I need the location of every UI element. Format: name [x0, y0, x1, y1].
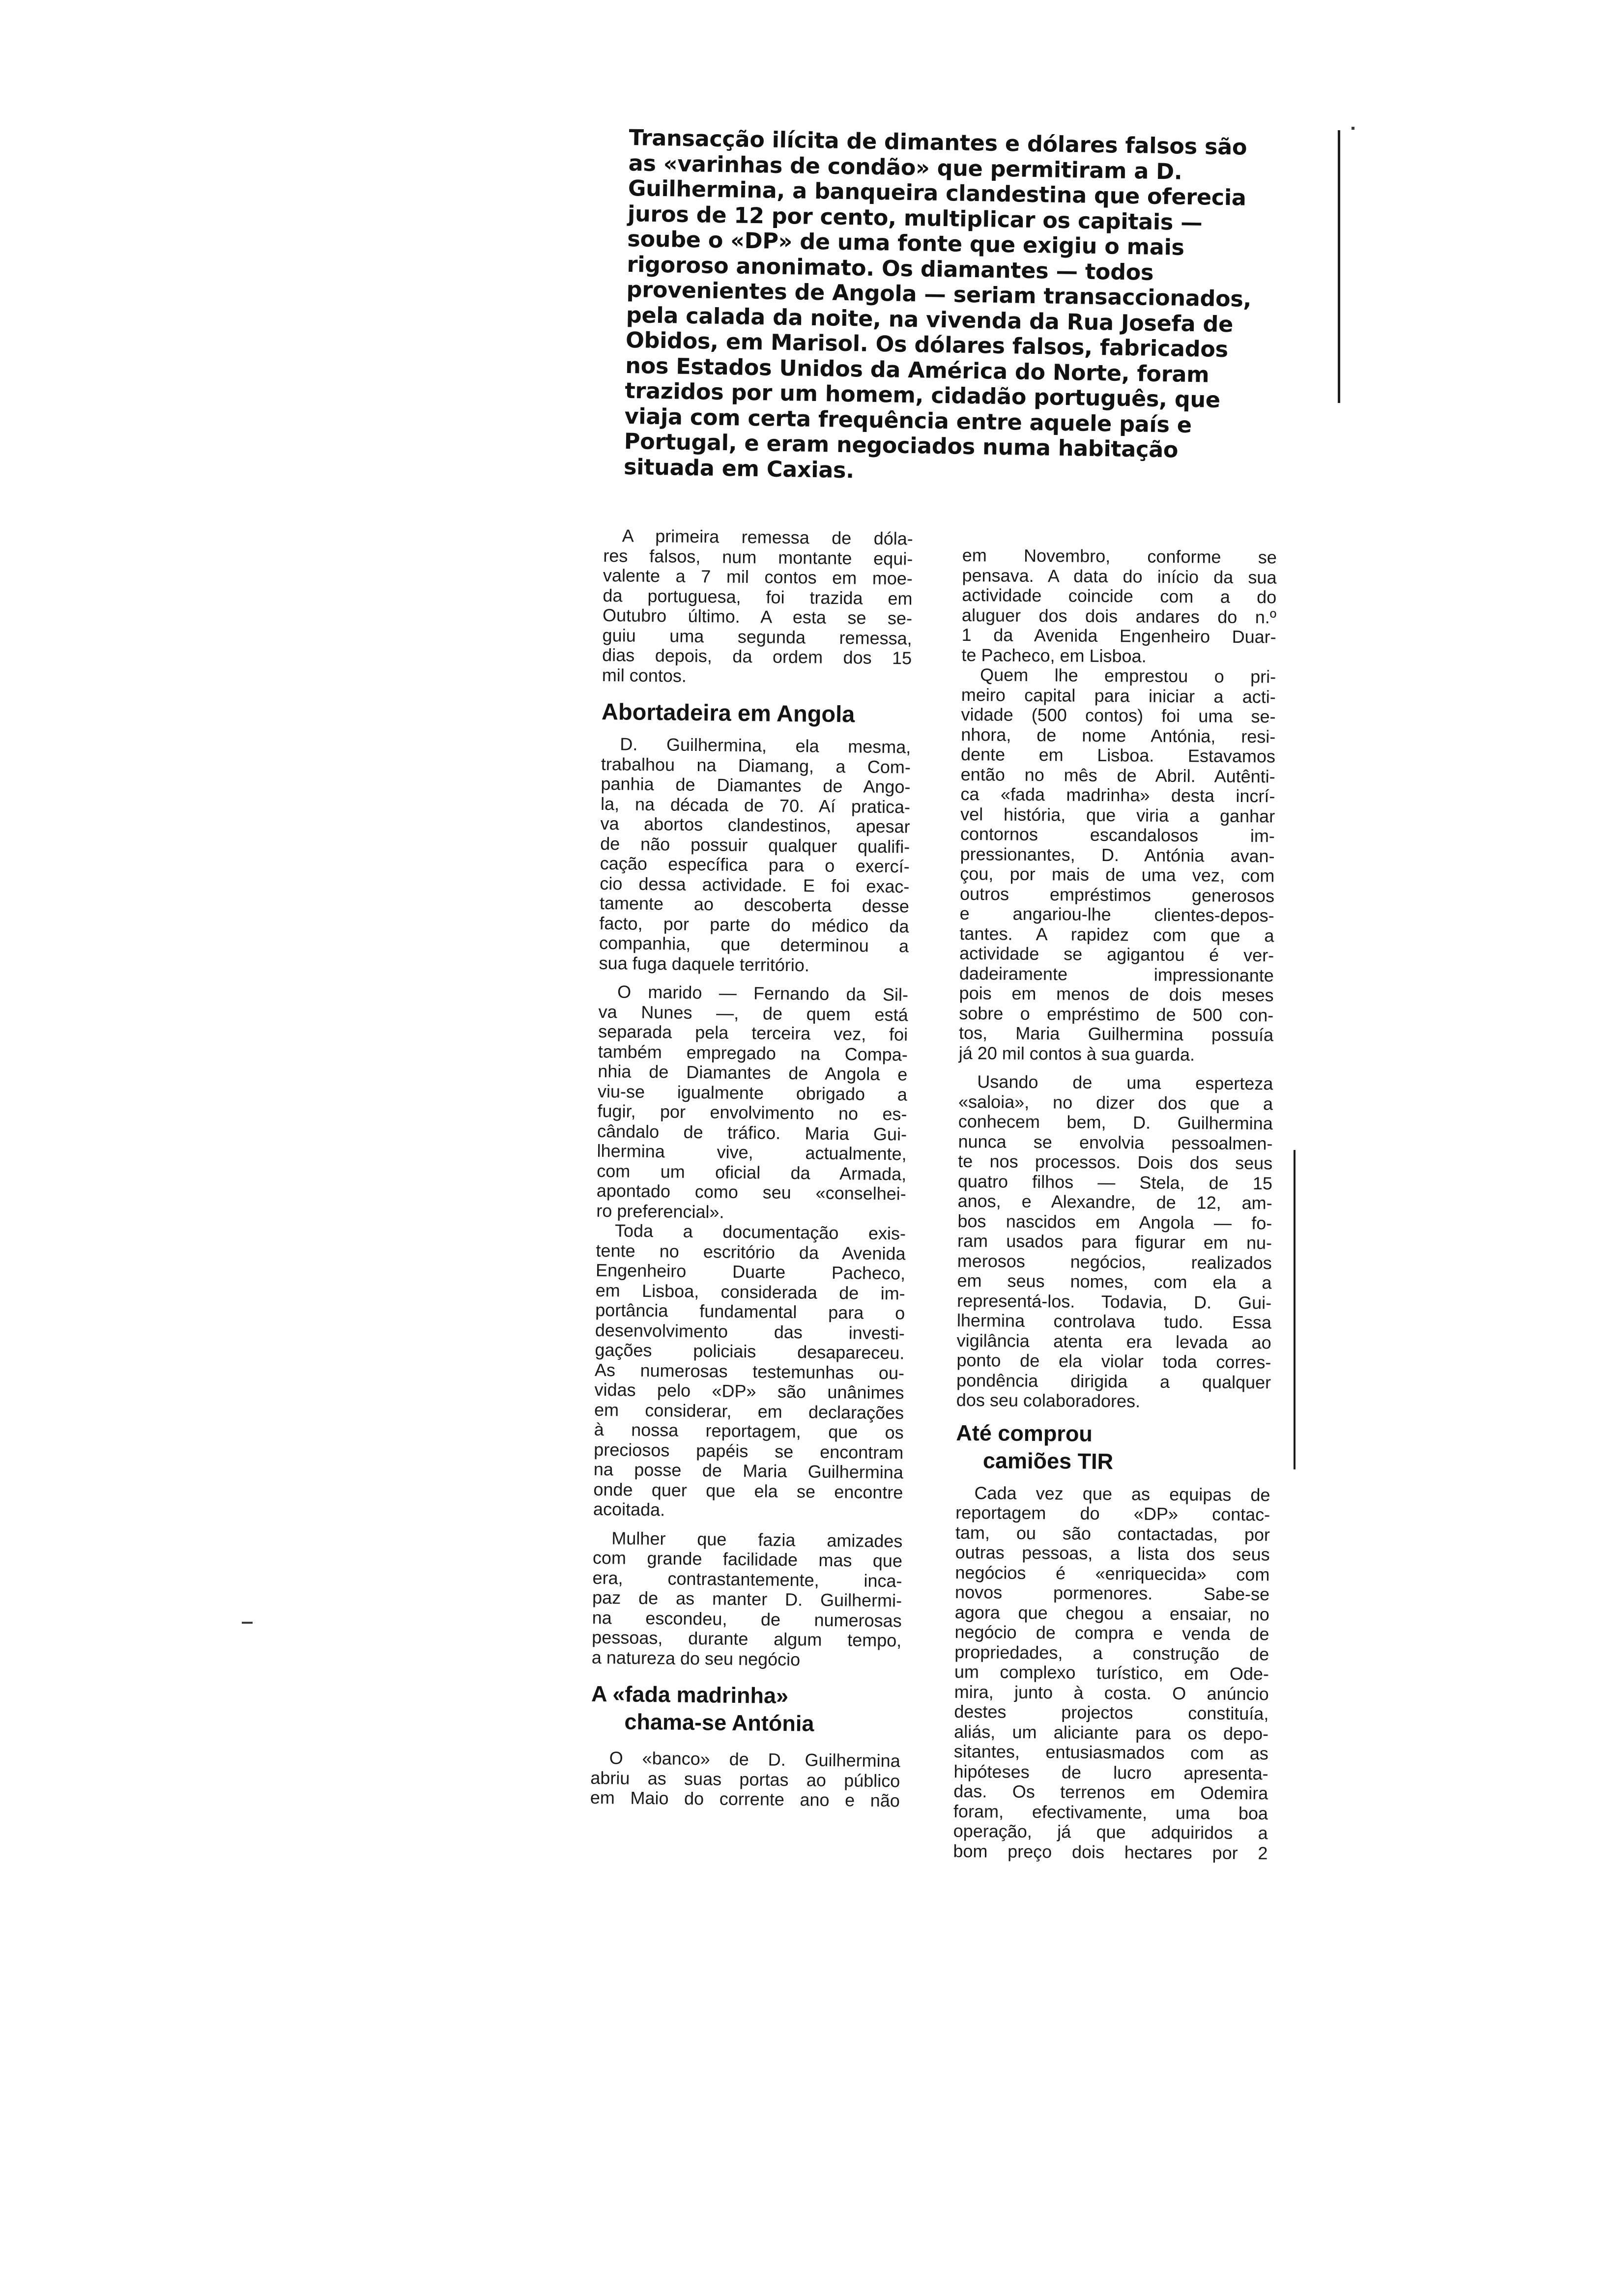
text-line: portância fundamental para o [595, 1299, 905, 1323]
text-line: cio dessa actividade. E foi exac- [600, 873, 910, 897]
text-line: tente no escritório da Avenida [596, 1240, 906, 1264]
subheading-camioes-1: Até comprou [956, 1420, 1093, 1446]
text-line: pressionantes, D. Antónia avan- [960, 843, 1275, 866]
text-line: facto, por parte do médico da [599, 913, 909, 937]
text-line: guiu uma segunda remessa, [602, 625, 912, 649]
text-line: em considerar, em declarações [594, 1399, 904, 1423]
text-line: pessoas, durante algum tempo, [592, 1627, 902, 1651]
text-line: também empregado na Compa- [598, 1041, 908, 1065]
text-line: ram usados para figurar em nu- [957, 1230, 1272, 1253]
text-line: apontado como seu «conselhei- [596, 1180, 907, 1204]
text-line: Toda a documentação exis- [614, 1220, 906, 1244]
paragraph [956, 1072, 1273, 1412]
text-line: tamente ao descoberta desse [599, 892, 910, 917]
text-line: com grande facilidade mas que [592, 1547, 903, 1571]
text-line: na posse de Maria Guilhermina [593, 1459, 904, 1483]
text-line: desenvolvimento das investi- [595, 1320, 905, 1344]
text-line: actividade coincide com a do [962, 584, 1277, 607]
subheading-abortadeira: Abortadeira em Angola [601, 698, 855, 727]
text-line: va abortos clandestinos, apesar [600, 813, 910, 837]
lede-line: pela calada da noite, na vivenda da Rua Josefa de [626, 302, 1234, 337]
text-line: nhia de Diamantes de Angola e [598, 1061, 908, 1085]
text-line: O marido — Fernando da Sil- [617, 981, 909, 1005]
text-line: pondência dirigida a qualquer [956, 1370, 1271, 1392]
text-line: dias depois, da ordem dos 15 [602, 644, 912, 668]
text-line: Quem lhe emprestou o pri- [980, 664, 1276, 687]
text-line: com um oficial da Armada, [597, 1160, 907, 1184]
text-line: outras pessoas, a lista dos seus [955, 1542, 1270, 1565]
text-line: vidas pelo «DP» são unânimes [594, 1379, 904, 1403]
text-line: bom preço dois hectares por 2 [953, 1840, 1268, 1863]
text-line: ro preferencial». [596, 1200, 724, 1222]
text-line: separada pela terceira vez, foi [598, 1021, 908, 1045]
text-line: tantes. A rapidez com que a [959, 923, 1274, 946]
text-line: As numerosas testemunhas ou- [594, 1359, 905, 1383]
text-line: abriu as suas portas ao público [590, 1767, 900, 1791]
paragraph [593, 1221, 906, 1522]
subheading-fada-madrinha-2: chama-se Antónia [624, 1709, 814, 1736]
subheading-fada-madrinha-1: A «fada madrinha» [591, 1681, 789, 1709]
left-column [590, 526, 913, 1811]
text-line: pois em menos de dois meses [959, 982, 1274, 1005]
text-line: ca «fada madrinha» desta incrí- [960, 783, 1275, 806]
right-column [953, 545, 1277, 1863]
text-line: em Novembro, conforme se [962, 545, 1277, 568]
text-line: merosos negócios, realizados [957, 1250, 1272, 1273]
paragraph [590, 1748, 900, 1811]
text-line: sobre o empréstimo de 500 con- [959, 1003, 1274, 1025]
text-line: lhermina vive, actualmente, [597, 1140, 907, 1164]
text-line: lhermina controlava tudo. Essa [956, 1310, 1272, 1333]
text-line: cândalo de tráfico. Maria Gui- [597, 1120, 907, 1145]
text-line: vel história, que viria a ganhar [960, 804, 1275, 826]
text-line: res falsos, num montante equi- [603, 545, 913, 569]
text-line: negócios é «enriquecida» com [955, 1562, 1270, 1584]
text-line: «saloia», no dizer dos que a [958, 1091, 1273, 1114]
lede-line: as «varinhas de condão» que permitiram a D. [628, 150, 1182, 185]
text-line: bos nascidos em Angola — fo- [957, 1210, 1272, 1233]
text-line: dos seu colaboradores. [956, 1389, 1141, 1411]
text-line: nunca se envolvia pessoalmen- [958, 1131, 1273, 1153]
text-line: D. Guilhermina, ela mesma, [620, 734, 911, 757]
paragraph [592, 1528, 903, 1670]
text-line: agora que chegou a ensaiar, no [954, 1602, 1269, 1624]
text-line: fugir, por envolvimento no es- [597, 1100, 907, 1124]
text-line: então no mês de Abril. Autênti- [960, 764, 1275, 786]
text-line: la, na década de 70. Aí pratica- [600, 793, 911, 817]
text-line: cação específica para o exercí- [600, 853, 910, 877]
text-line: va Nunes —, de quem está [598, 1001, 908, 1025]
text-line: um complexo turístico, em Ode- [954, 1661, 1269, 1684]
text-line: actividade se agigantou é ver- [959, 943, 1274, 966]
text-line: 1 da Avenida Engenheiro Duar- [961, 624, 1276, 647]
text-line: A primeira remessa de dóla- [622, 525, 913, 549]
lede-line: viaja com certa frequência entre aquele país e [624, 403, 1192, 438]
text-line: em seus nomes, com ela a [957, 1270, 1272, 1293]
text-line: Cada vez que as equipas de [974, 1482, 1270, 1505]
text-line: trabalhou na Diamang, a Com- [601, 753, 911, 777]
lede-line: trazidos por um homem, cidadão português, que [625, 378, 1221, 413]
lede-line: provenientes de Angola — seriam transaccionados, [626, 277, 1252, 312]
text-line: paz de as manter D. Guilhermi- [592, 1587, 902, 1611]
text-line: gações policiais desapareceu. [595, 1339, 905, 1363]
text-line: quatro filhos — Stela, de 15 [957, 1171, 1273, 1193]
text-line: hipóteses de lucro apresenta- [953, 1761, 1268, 1783]
text-line: Mulher que fazia amizades [611, 1527, 903, 1551]
text-line: panhia de Diamantes de Ango- [601, 773, 911, 797]
text-line: de não possuir qualquer qualifi- [600, 833, 910, 857]
text-line: era, contrastantemente, inca- [592, 1567, 902, 1591]
scan-mark [242, 1622, 253, 1624]
text-line: conhecem bem, D. Guilhermina [958, 1111, 1273, 1134]
text-line: representá-los. Todavia, D. Gui- [957, 1290, 1272, 1313]
text-line: Usando de uma esperteza [977, 1071, 1273, 1094]
text-line: dadeiramente impressionante [959, 963, 1274, 985]
text-line: foram, efectivamente, uma boa [953, 1801, 1268, 1823]
paragraph [953, 1483, 1270, 1863]
text-line: à nossa reportagem, que os [594, 1419, 904, 1443]
text-line: pensava. A data do início da sua [962, 565, 1277, 587]
text-line: tam, ou são contactadas, por [955, 1522, 1270, 1545]
text-line: outros empréstimos generosos [959, 883, 1275, 906]
text-line: a natureza do seu negócio [591, 1647, 801, 1669]
text-line: propriedades, a construção de [954, 1641, 1269, 1664]
text-line: mil contos. [602, 664, 687, 686]
text-line: contornos escandalosos im- [960, 823, 1275, 846]
text-line: anos, e Alexandre, de 12, am- [957, 1190, 1272, 1213]
text-line: nhora, de nome Antónia, resi- [961, 724, 1276, 746]
text-line: viu-se igualmente obrigado a [597, 1081, 908, 1105]
text-line: Engenheiro Duarte Pacheco, [595, 1260, 906, 1284]
lede-paragraph [624, 125, 1293, 490]
text-line: reportagem do «DP» contac- [955, 1502, 1270, 1525]
text-line: onde quer que ela se encontre [593, 1479, 903, 1502]
lede-line: situada em Caxias. [623, 454, 855, 483]
text-line: valente a 7 mil contos em moe- [603, 565, 913, 589]
lede-line: Transacção ilícita de dimantes e dólares falsos são [629, 125, 1247, 160]
subheading-camioes-2: camiões TIR [982, 1447, 1114, 1474]
text-line: mira, junto à costa. O anúncio [954, 1681, 1269, 1704]
text-line: O «banco» de D. Guilhermina [609, 1748, 900, 1771]
paragraph [602, 526, 913, 689]
margin-rule-top [1338, 130, 1340, 403]
text-line: em Maio do corrente ano e não [590, 1787, 900, 1811]
margin-rule-middle [1294, 1150, 1295, 1469]
text-line: te Pacheco, em Lisboa. [961, 644, 1147, 666]
text-line: novos pormenores. Sabe-se [954, 1581, 1270, 1605]
text-line: das. Os terrenos em Odemira [953, 1780, 1268, 1804]
scan-mark-corner [1352, 127, 1354, 130]
lede-line: soube o «DP» de uma fonte que exigiu o mais [627, 226, 1185, 260]
text-line: aliás, um aliciante para os depo- [954, 1721, 1269, 1744]
text-line: sitantes, entusiasmados com as [953, 1741, 1268, 1764]
lede-line: Guilhermina, a banqueira clandestina que oferecia [628, 175, 1247, 211]
paragraph [961, 545, 1277, 667]
text-line: companhia, que determinou a [599, 932, 909, 956]
text-line: tos, Maria Guilhermina possuía [958, 1022, 1274, 1045]
paragraph [596, 982, 908, 1224]
text-line: Outubro último. A esta se se- [602, 604, 913, 629]
text-line: preciosos papéis se encontram [594, 1439, 904, 1463]
text-line: vigilância atenta era levada ao [956, 1330, 1271, 1352]
text-line: ponto de ela violar toda corres- [956, 1349, 1271, 1373]
text-line: operação, já que adquiridos a [953, 1820, 1268, 1843]
text-line: destes projectos constituía, [954, 1701, 1269, 1724]
text-line: meiro capital para iniciar a acti- [961, 684, 1276, 707]
paragraph [959, 665, 1276, 1065]
text-line: já 20 mil contos à sua guarda. [958, 1042, 1195, 1064]
text-line: e angariou-lhe clientes-depos- [959, 903, 1274, 926]
text-line: sua fuga daquele território. [599, 952, 810, 975]
text-line: te nos processos. Dois dos seus [958, 1150, 1273, 1174]
text-line: vidade (500 contos) foi uma se- [961, 704, 1276, 727]
text-line: dente em Lisboa. Estavamos [960, 744, 1276, 767]
lede-line: Obidos, em Marisol. Os dólares falsos, fabricados [625, 327, 1229, 363]
paragraph [599, 734, 911, 976]
text-line: em Lisboa, considerada de im- [595, 1280, 905, 1304]
text-line: acoitada. [593, 1498, 665, 1520]
text-line: na escondeu, de numerosas [592, 1607, 902, 1631]
text-line: negócio de compra e venda de [954, 1621, 1269, 1644]
text-line: çou, por mais de uma vez, com [960, 863, 1275, 886]
text-line: aluguer dos dois andares do n.º [961, 604, 1277, 627]
text-line: da portuguesa, foi trazida em [603, 585, 913, 609]
lede-line: nos Estados Unidos da América do Norte, foram [625, 353, 1209, 388]
lede-line: rigoroso anonimato. Os diamantes — todos [627, 252, 1154, 286]
lede-line: juros de 12 por cento, multiplicar os capitais — [627, 201, 1203, 235]
lede-line: Portugal, e eram negociados numa habitação [624, 429, 1179, 463]
